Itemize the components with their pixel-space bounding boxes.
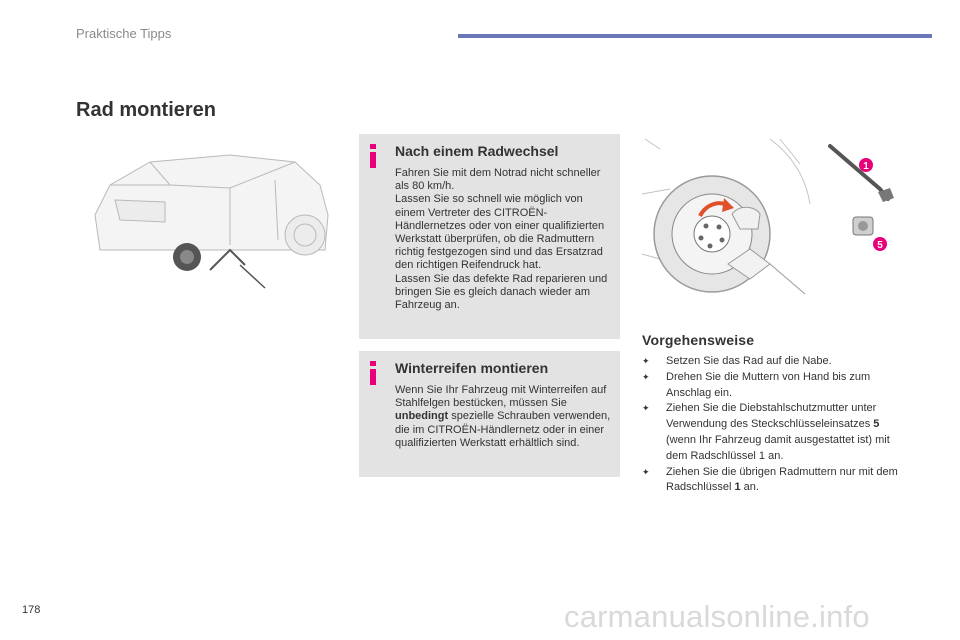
step-marker-icon: ✦ bbox=[642, 403, 650, 414]
page-title: Rad montieren bbox=[76, 99, 217, 121]
callout-1: 1 bbox=[863, 161, 869, 172]
step-marker-icon: ✦ bbox=[642, 466, 650, 477]
procedure-step: ✦ Ziehen Sie die übrigen Radmuttern nur mit dem Radschlüssel 1 an. bbox=[642, 465, 898, 494]
header-bar bbox=[458, 34, 932, 38]
step-marker-icon: ✦ bbox=[642, 356, 650, 366]
procedure-title: Vorgehensweise bbox=[642, 332, 755, 348]
wheel-mounting-illustration bbox=[640, 134, 920, 314]
watermark: carmanualsonline.info bbox=[564, 599, 870, 634]
procedure-step: ✦ Setzen Sie das Rad auf die Nabe. bbox=[642, 354, 912, 370]
info-box-text: Wenn Sie Ihr Fahrzeug mit Winterreifen auf Stahlfelgen bestücken, müssen Sie unbedingt spezielle Schrauben verwenden, die im CITROËN-Händlernetz oder in einer qualifizierten Werkstatt erhältlich sind. bbox=[395, 384, 611, 449]
procedure-step: ✦ Ziehen Sie die Diebstahlschutzmutter unter Verwendung des Steckschlüsseleinsatzes 5 (wenn Ihr Fahrzeug damit ausgestattet ist) mit dem Radschlüssel 1 an. bbox=[642, 402, 890, 462]
car-jack-illustration bbox=[80, 140, 350, 300]
info-box-text: Fahren Sie mit dem Notrad nicht schneller als 80 km/h. Lassen Sie so schnell wie möglich von einem Vertreter des CITROËN-Händlernetzes oder von einer qualifizierten Werkstatt überprüfen, ob die Radmuttern richtig festgezogen sind und das Ersatzrad den richtigen Reifendruck hat. Lassen Sie das defekte Rad reparieren und bringen Sie es gleich danach wieder am Fahrzeug an. bbox=[395, 167, 608, 312]
step-marker-icon: ✦ bbox=[642, 371, 650, 382]
section-title: Praktische Tipps bbox=[76, 26, 172, 41]
info-box-title: Nach einem Radwechsel bbox=[395, 143, 559, 159]
callout-5: 5 bbox=[877, 240, 883, 251]
page-number: 178 bbox=[22, 604, 41, 616]
wheel-hub bbox=[173, 243, 201, 271]
info-box-after-wheel-change bbox=[359, 134, 620, 339]
procedure-step: ✦ Drehen Sie die Muttern von Hand bis zum Anschlag ein. bbox=[642, 370, 871, 399]
info-box-winter-tyres bbox=[359, 351, 620, 477]
procedure-steps bbox=[642, 354, 912, 496]
info-box-title: Winterreifen montieren bbox=[395, 360, 549, 376]
